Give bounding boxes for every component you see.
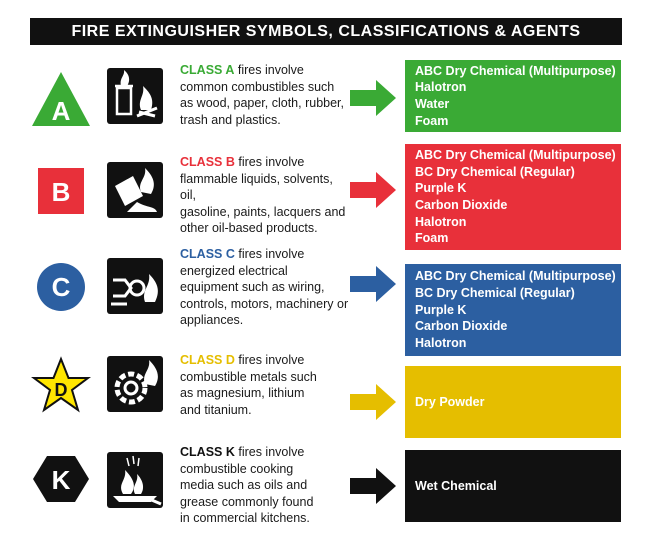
class-k-desc-line-5: in commercial kitchens. xyxy=(180,511,310,525)
class-a-letter: A xyxy=(51,96,71,126)
agent-item: Water xyxy=(415,97,450,111)
class-b-desc-line-4: other oil-based products. xyxy=(180,221,318,235)
class-b-square-icon xyxy=(30,160,92,222)
class-d-agents xyxy=(405,366,621,438)
agent-item: Halotron xyxy=(415,80,467,95)
class-d-description xyxy=(180,352,352,418)
class-d-label: CLASS D xyxy=(180,353,235,367)
class-d-letter: D xyxy=(54,380,68,400)
class-a-description xyxy=(180,62,352,128)
class-k-desc-line-4: grease commonly found xyxy=(180,494,314,509)
agent-item: ABC Dry Chemical (Multipurpose) xyxy=(415,147,616,162)
class-c-letter: C xyxy=(51,272,71,302)
class-a-desc-line-2: common combustibles such xyxy=(180,79,335,94)
class-a-desc-line-1: fires involve xyxy=(234,63,304,77)
class-b-desc-line-2: flammable liquids, solvents, oil, xyxy=(180,171,333,202)
class-c-circle-icon xyxy=(30,256,92,318)
class-b-agents xyxy=(405,144,621,250)
class-a-agents xyxy=(405,60,621,132)
agent-item: Purple K xyxy=(415,302,467,317)
class-a-desc-line-4: trash and plastics. xyxy=(180,112,281,127)
arrow-right-icon xyxy=(350,382,398,422)
class-k-desc-line-2: combustible cooking xyxy=(180,461,294,476)
class-c-label: CLASS C xyxy=(180,247,235,261)
agent-item: BC Dry Chemical (Regular) xyxy=(415,285,575,300)
class-d-desc-line-4: and titanium. xyxy=(180,402,252,417)
class-c-desc-line-4: controls, motors, machinery or xyxy=(180,296,349,311)
agent-item: ABC Dry Chemical (Multipurpose) xyxy=(415,269,616,284)
page-title: FIRE EXTINGUISHER SYMBOLS, CLASSIFICATIONS & AGENTS xyxy=(30,18,622,45)
agent-item: Foam xyxy=(415,113,449,128)
frying-pan-fire-icon xyxy=(107,452,163,508)
fuel-can-fire-icon xyxy=(107,162,163,218)
class-k-hexagon-icon xyxy=(30,448,92,510)
class-d-star-icon xyxy=(30,356,92,418)
class-d-desc-line-2: combustible metals such xyxy=(180,369,317,384)
class-k-desc-line-1: fires involve xyxy=(234,445,305,459)
class-c-desc-line-5: appliances. xyxy=(180,313,244,327)
class-a-desc-line-3: as wood, paper, cloth, rubber, xyxy=(180,96,344,110)
class-k-letter: K xyxy=(51,465,71,495)
electrical-plug-fire-icon xyxy=(107,258,163,314)
class-a-label: CLASS A xyxy=(180,63,235,77)
agent-item: Wet Chemical xyxy=(415,478,497,493)
agent-item: Carbon Dioxide xyxy=(415,319,508,334)
class-k-desc-line-3: media such as oils and xyxy=(180,478,308,492)
class-c-desc-line-2: energized electrical xyxy=(180,263,288,278)
class-b-desc-line-1: fires involve xyxy=(234,155,305,169)
arrow-right-icon xyxy=(350,78,398,118)
class-c-description xyxy=(180,246,352,329)
class-k-agents xyxy=(405,450,621,522)
class-b-letter: B xyxy=(51,177,71,207)
class-d-desc-line-1: fires involve xyxy=(234,353,305,367)
agent-item: Foam xyxy=(415,231,449,246)
class-c-desc-line-3: equipment such as wiring, xyxy=(180,280,325,294)
arrow-right-icon xyxy=(350,466,398,506)
class-a-triangle-icon xyxy=(30,68,92,130)
agent-item: ABC Dry Chemical (Multipurpose) xyxy=(415,63,616,78)
trash-can-wood-fire-icon xyxy=(107,68,163,124)
class-d-desc-line-3: as magnesium, lithium xyxy=(180,386,305,400)
class-k-description xyxy=(180,444,352,527)
class-b-description xyxy=(180,154,352,237)
agent-item: Halotron xyxy=(415,336,467,351)
arrow-right-icon xyxy=(350,170,398,210)
class-c-desc-line-1: fires involve xyxy=(234,247,305,261)
class-b-label: CLASS B xyxy=(180,155,235,169)
agent-item: Halotron xyxy=(415,214,467,229)
arrow-right-icon xyxy=(350,264,398,304)
class-b-desc-line-3: gasoline, paints, lacquers and xyxy=(180,204,346,219)
gear-metal-fire-icon xyxy=(107,356,163,412)
agent-item: BC Dry Chemical (Regular) xyxy=(415,164,575,179)
class-k-label: CLASS K xyxy=(180,445,235,459)
agent-item: Purple K xyxy=(415,181,467,196)
agent-item: Dry Powder xyxy=(415,394,485,409)
class-c-agents xyxy=(405,264,621,356)
agent-item: Carbon Dioxide xyxy=(415,198,508,212)
